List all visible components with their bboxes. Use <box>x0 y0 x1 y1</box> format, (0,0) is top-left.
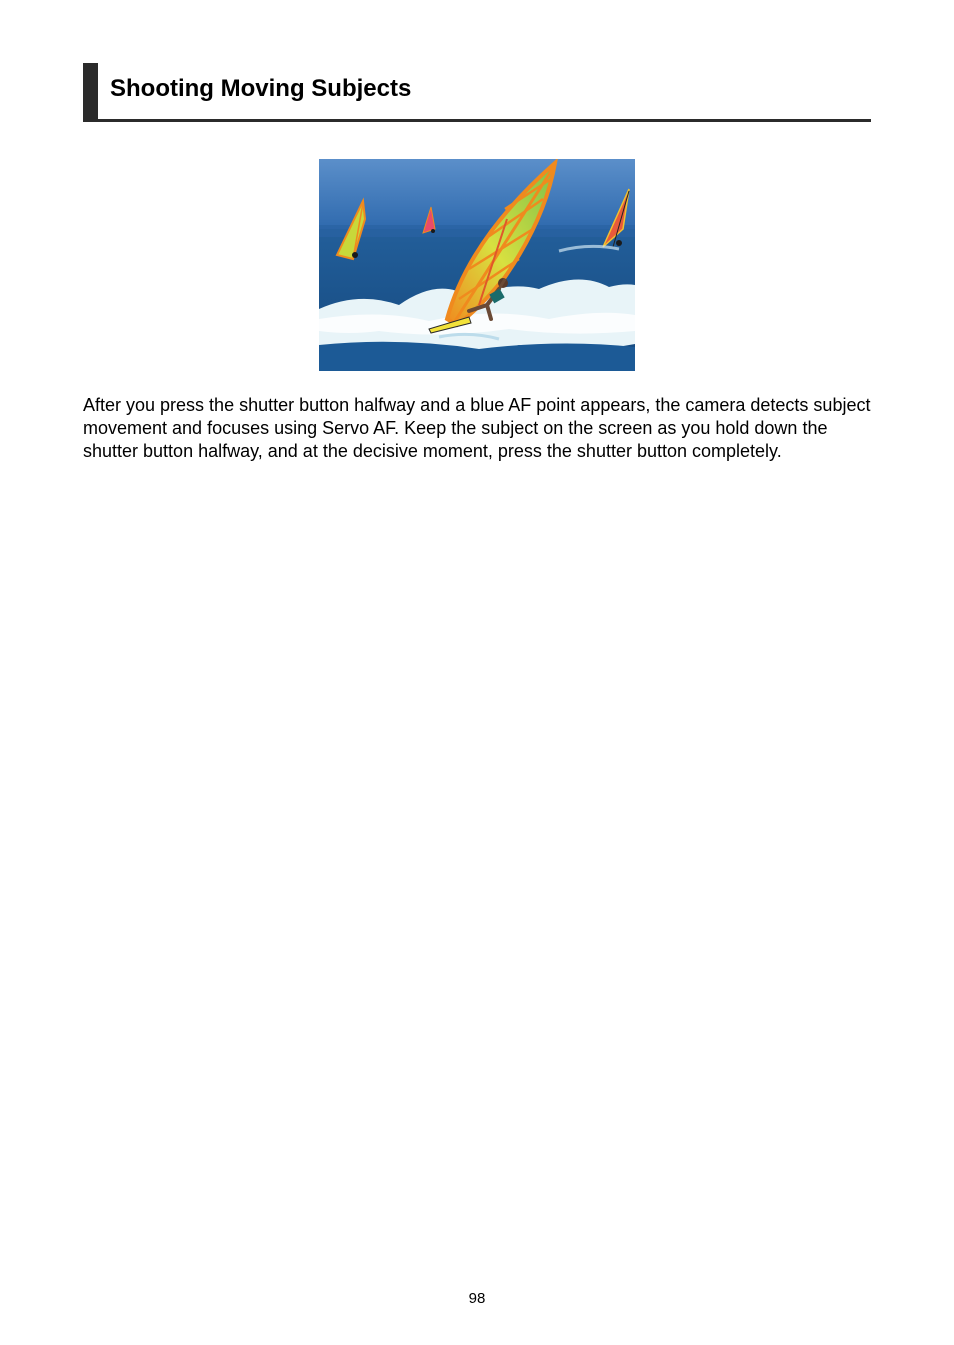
section-underline <box>83 119 871 122</box>
body-paragraph: After you press the shutter button halfway and a blue AF point appears, the camera detects subject movement and focuses using Servo AF. Keep the subject on the screen as you hold down the shutter button halfway, and at the decisive moment, press the shutter button completely. <box>83 395 871 461</box>
windsurfing-photo <box>319 159 635 371</box>
section-header <box>83 63 871 122</box>
horizon <box>319 225 635 237</box>
section-marker-bar <box>83 63 98 122</box>
sky <box>319 159 635 229</box>
page-number: 98 <box>468 1290 486 1307</box>
section-title: Shooting Moving Subjects <box>110 75 412 102</box>
